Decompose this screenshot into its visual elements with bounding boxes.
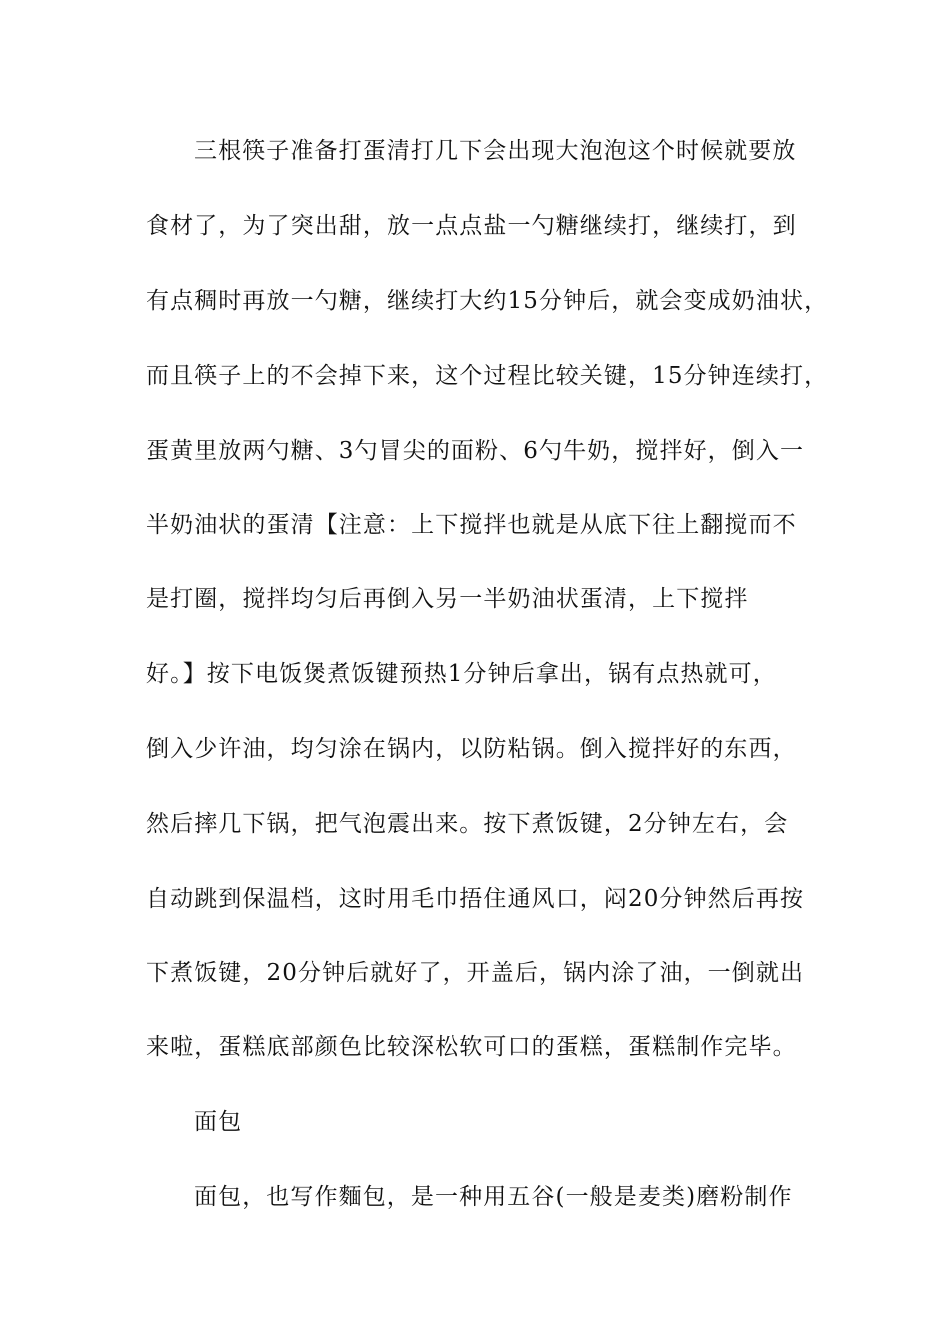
section-heading: 面包: [194, 1109, 243, 1135]
paragraph-line: 是打圈，搅拌均匀后再倒入另一半奶油状蛋清，上下搅拌: [146, 586, 749, 612]
paragraph-line: 面包，也写作麵包，是一种用五谷(一般是麦类)磨粉制作: [194, 1184, 793, 1210]
paragraph-line: 有点稠时再放一勺糖，继续打大约15分钟后，就会变成奶油状，: [146, 288, 829, 314]
paragraph-line: 然后摔几下锅，把气泡震出来。按下煮饭键，2分钟左右，会: [146, 811, 789, 837]
paragraph-line: 而且筷子上的不会掉下来，这个过程比较关键，15分钟连续打，: [146, 363, 829, 389]
paragraph-line: 三根筷子准备打蛋清打几下会出现大泡泡这个时候就要放: [194, 138, 797, 164]
paragraph-line: 自动跳到保温档，这时用毛巾捂住通风口，闷20分钟然后再按: [146, 886, 805, 912]
paragraph-line: 半奶油状的蛋清【注意：上下搅拌也就是从底下往上翻搅而不: [146, 512, 797, 538]
paragraph-line: 蛋黄里放两勺糖、3勺冒尖的面粉、6勺牛奶，搅拌好，倒入一: [146, 438, 805, 464]
paragraph-line: 食材了，为了突出甜，放一点点盐一勺糖继续打，继续打，到: [146, 213, 797, 239]
paragraph-line: 来啦，蛋糕底部颜色比较深松软可口的蛋糕，蛋糕制作完毕。: [146, 1034, 797, 1060]
paragraph-line: 下煮饭键，20分钟后就好了，开盖后，锅内涂了油，一倒就出: [146, 960, 805, 986]
paragraph-line: 倒入少许油，均匀涂在锅内，以防粘锅。倒入搅拌好的东西，: [146, 736, 797, 762]
paragraph-line: 好。】按下电饭煲煮饭键预热1分钟后拿出，锅有点热就可，: [146, 661, 777, 687]
